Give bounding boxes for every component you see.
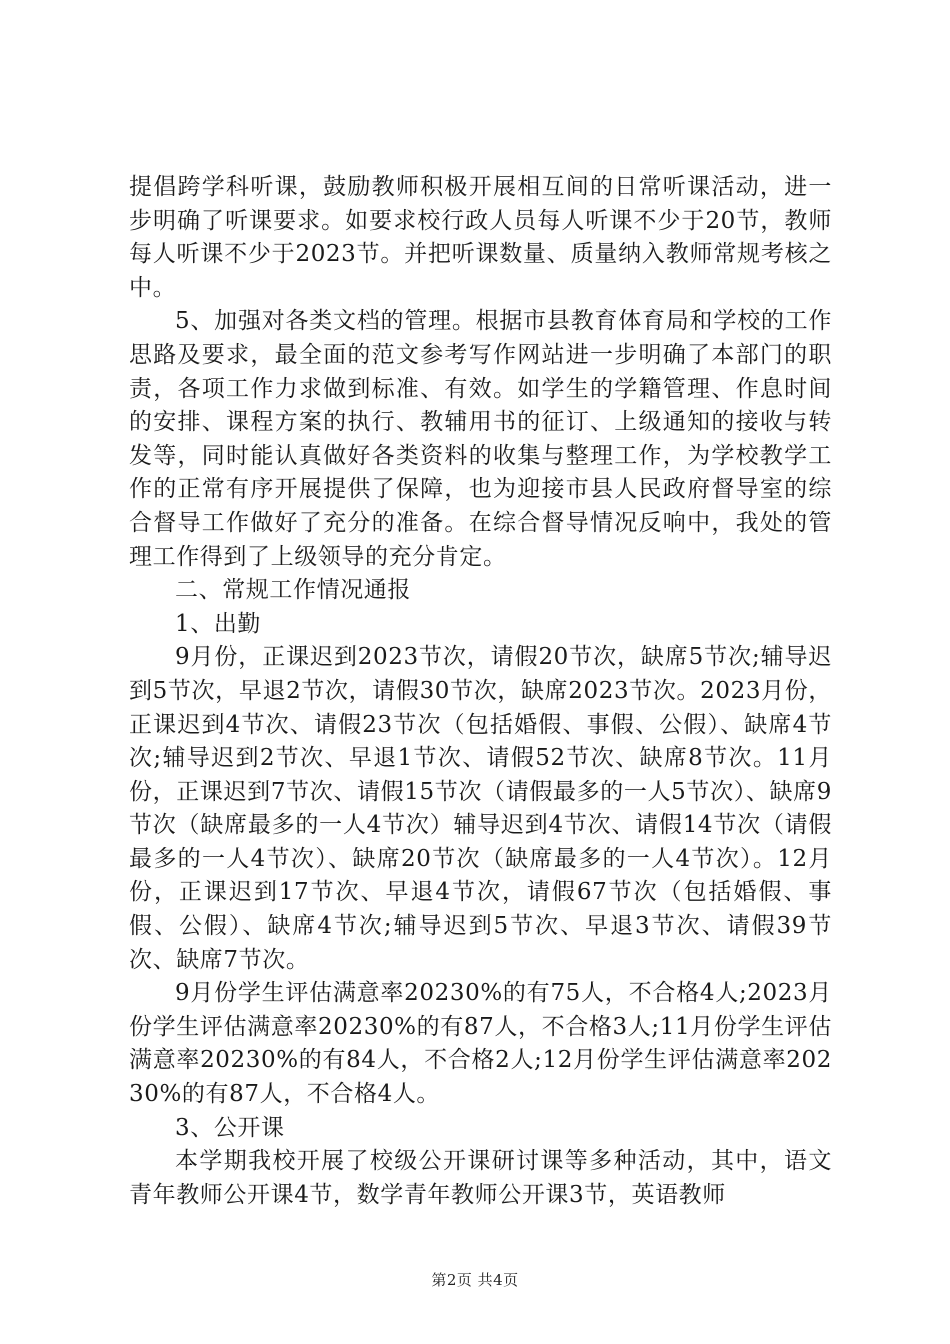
- subheading-attendance: 1、出勤: [175, 610, 262, 637]
- document-body: [129, 171, 832, 1212]
- paragraph-open-class-details: 本学期我校开展了校级公开课研讨课等多种活动，其中，语文青年教师公开课4节，数学青年教师公开课3节，英语教师: [129, 1148, 832, 1208]
- paragraph-student-evaluation: 9月份学生评估满意率20230%的有75人，不合格4人;2023月份学生评估满意率20230%的有87人，不合格3人;11月份学生评估满意率20230%的有84人，不合格2人;12月份学生评估满意率20230%的有87人，不合格4人。: [129, 980, 832, 1108]
- paragraph-attendance-details: 9月份，正课迟到2023节次，请假20节次，缺席5节次;辅导迟到5节次，早退2节次，请假30节次，缺席2023节次。2023月份，正课迟到4节次、请假23节次（包括婚假、事假、公假）、缺席4节次;辅导迟到2节次、早退1节次、请假52节次、缺席8节次。11月份，正课迟到7节次、请假15节次（请假最多的一人5节次）、缺席9节次（缺席最多的一人4节次）辅导迟到4节次、请假14节次（请假最多的一人4节次）、缺席20节次（缺席最多的一人4节次）。12月份，正课迟到17节次、早退4节次，请假67节次（包括婚假、事假、公假）、缺席4节次;辅导迟到5节次、早退3节次、请假39节次、缺席7节次。: [129, 644, 832, 973]
- paragraph-listening-requirements: 提倡跨学科听课，鼓励教师积极开展相互间的日常听课活动，进一步明确了听课要求。如要求校行政人员每人听课不少于20节，教师每人听课不少于2023节。并把听课数量、质量纳入教师常规考核之中。: [129, 174, 832, 301]
- paragraph-document-management: 5、加强对各类文档的管理。根据市县教育体育局和学校的工作思路及要求，最全面的范文参考写作网站进一步明确了本部门的职责，各项工作力求做到标准、有效。如学生的学籍管理、作息时间的安排、课程方案的执行、教辅用书的征订、上级通知的接收与转发等，同时能认真做好各类资料的收集与整理工作，为学校教学工作的正常有序开展提供了保障，也为迎接市县人民政府督导室的综合督导工作做好了充分的准备。在综合督导情况反响中，我处的管理工作得到了上级领导的充分肯定。: [129, 308, 832, 570]
- subheading-open-class: 3、公开课: [175, 1114, 285, 1141]
- section-heading-routine-work: 二、常规工作情况通报: [175, 577, 411, 604]
- page-footer: 第2页 共4页: [431, 1271, 519, 1289]
